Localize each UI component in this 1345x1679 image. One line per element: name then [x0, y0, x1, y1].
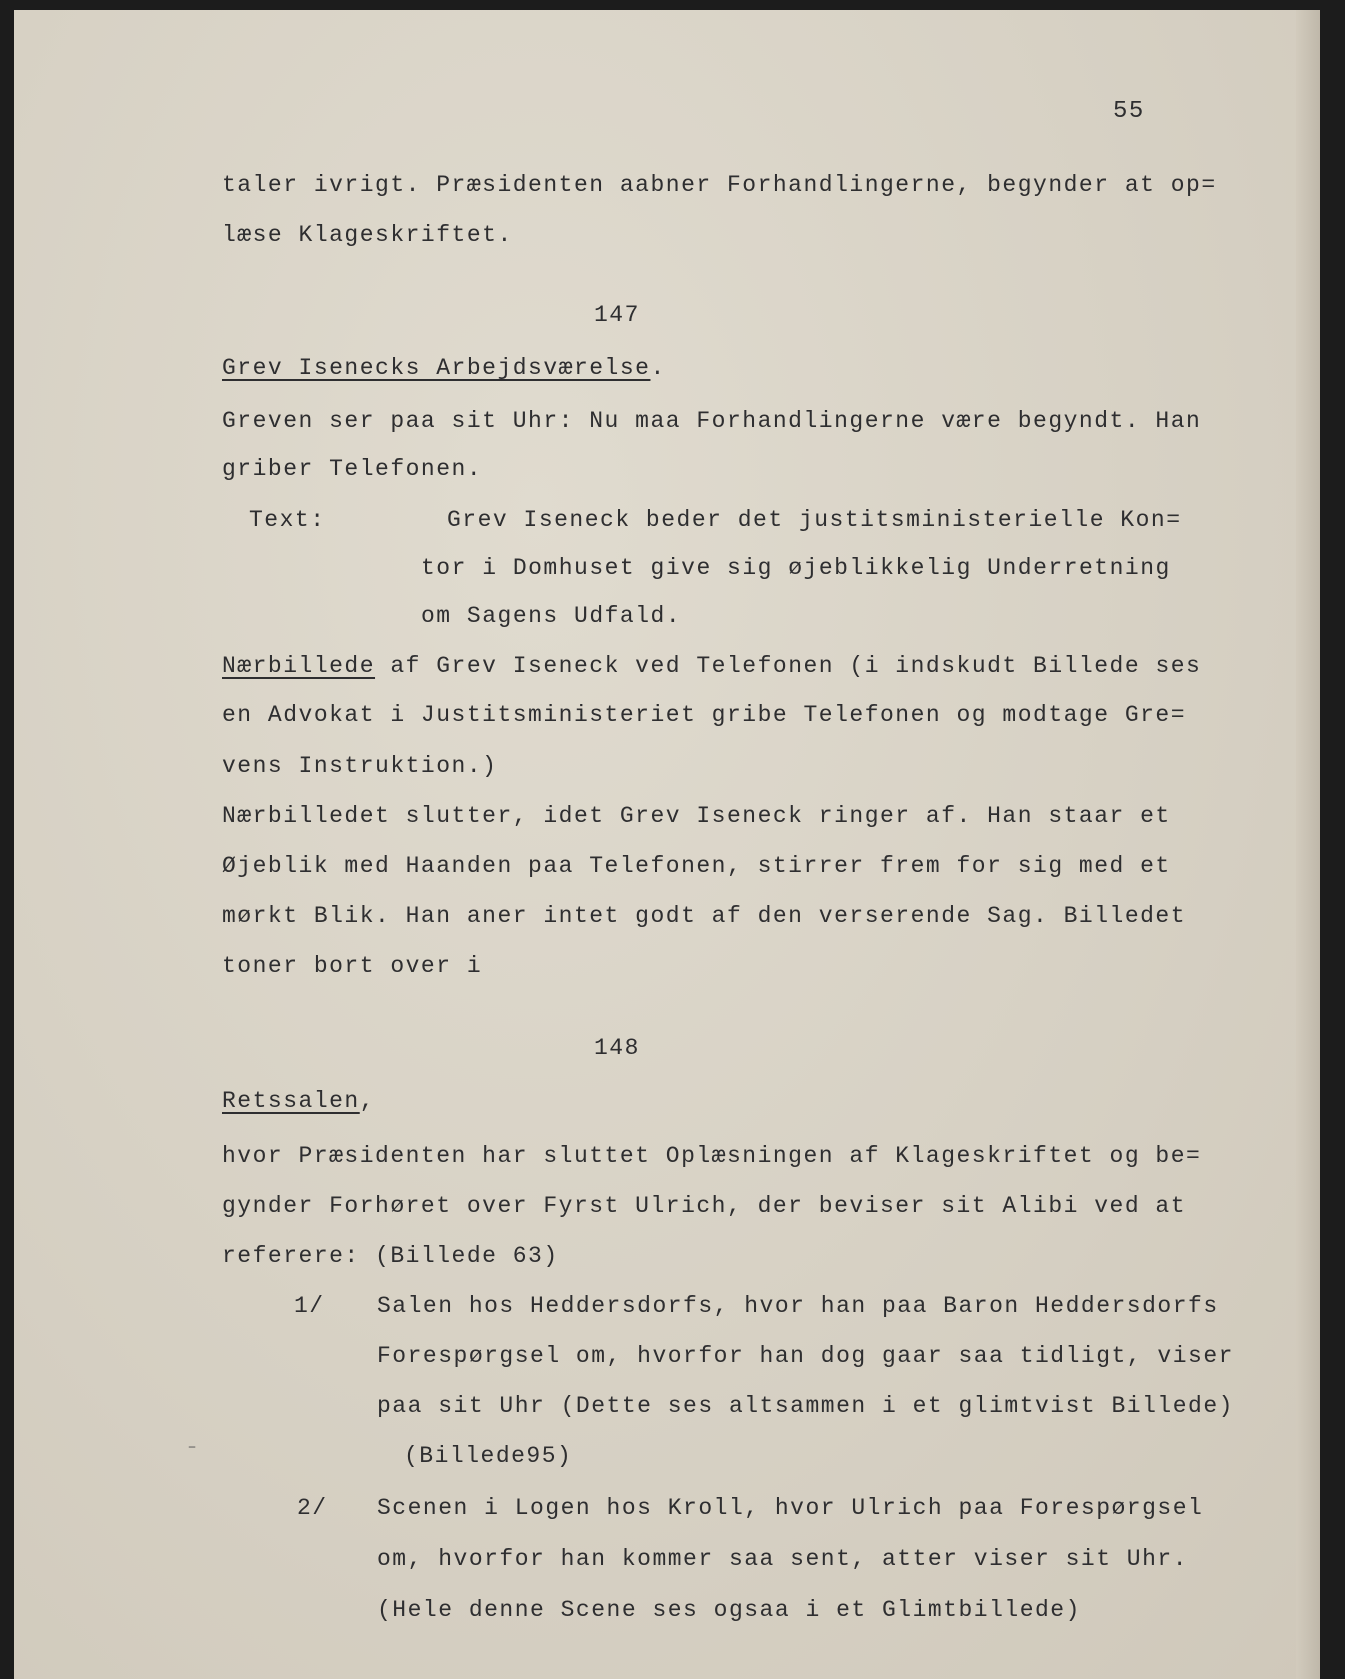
list-item-number: 2/	[297, 1495, 328, 1521]
list-item-line: paa sit Uhr (Dette ses altsammen i et glimtvist Billede)	[377, 1393, 1234, 1419]
text-line: læse Klageskriftet.	[222, 222, 513, 248]
text-line: hvor Præsidenten har sluttet Oplæsningen af Klageskriftet og be=	[222, 1143, 1202, 1169]
closeup-text: af Grev Iseneck ved Telefonen (i indskudt Billede ses	[375, 653, 1202, 679]
intertitle-line: Grev Iseneck beder det justitsministerielle Kon=	[447, 507, 1182, 533]
intertitle-line: om Sagens Udfald.	[421, 603, 682, 629]
closeup-heading: Nærbillede	[222, 653, 376, 679]
page-number: 55	[1113, 98, 1145, 125]
scene-number: 147	[594, 302, 640, 328]
text-line: Øjeblik med Haanden paa Telefonen, stirrer frem for sig med et	[222, 853, 1171, 879]
text-line: Greven ser paa sit Uhr: Nu maa Forhandlingerne være begyndt. Han	[222, 408, 1202, 434]
scene-number: 148	[594, 1035, 640, 1061]
text-line	[222, 653, 1201, 679]
text-line: referere: (Billede 63)	[222, 1243, 559, 1269]
margin-mark: ⁻	[186, 1441, 200, 1464]
text-line: griber Telefonen.	[222, 456, 483, 482]
typewritten-page	[14, 10, 1320, 1679]
scene-heading	[222, 355, 666, 381]
list-item-line: Scenen i Logen hos Kroll, hvor Ulrich paa Forespørgsel	[377, 1495, 1204, 1521]
list-item-line: om, hvorfor han kommer saa sent, atter viser sit Uhr.	[377, 1546, 1189, 1572]
text-line: toner bort over i	[222, 953, 483, 979]
scene-heading	[222, 1088, 375, 1114]
text-line: vens Instruktion.)	[222, 753, 498, 779]
text-line: gynder Forhøret over Fyrst Ulrich, der beviser sit Alibi ved at	[222, 1193, 1187, 1219]
intertitle-line: tor i Domhuset give sig øjeblikkelig Underretning	[421, 555, 1171, 581]
text-label: Text:	[249, 507, 326, 533]
text-line: Nærbilledet slutter, idet Grev Iseneck ringer af. Han staar et	[222, 803, 1171, 829]
list-item-line: Forespørgsel om, hvorfor han dog gaar saa tidligt, viser	[377, 1343, 1234, 1369]
list-item-line: (Hele denne Scene ses ogsaa i et Glimtbillede)	[377, 1597, 1081, 1623]
list-item-line: Salen hos Heddersdorfs, hvor han paa Baron Heddersdorfs	[377, 1293, 1219, 1319]
text-line: en Advokat i Justitsministeriet gribe Telefonen og modtage Gre=	[222, 702, 1187, 728]
scene-title-punct: ,	[359, 1088, 376, 1114]
text-line: taler ivrigt. Præsidenten aabner Forhandlingerne, begynder at op=	[222, 172, 1217, 198]
text-line: mørkt Blik. Han aner intet godt af den verserende Sag. Billedet	[222, 903, 1187, 929]
scene-title-punct: .	[650, 355, 666, 381]
list-item-number: 1/	[294, 1293, 325, 1319]
page-edge	[1296, 10, 1320, 1679]
scene-title: Grev Isenecks Arbejdsværelse	[222, 355, 651, 381]
scene-title: Retssalen	[222, 1088, 360, 1114]
list-item-line: (Billede95)	[404, 1443, 573, 1469]
